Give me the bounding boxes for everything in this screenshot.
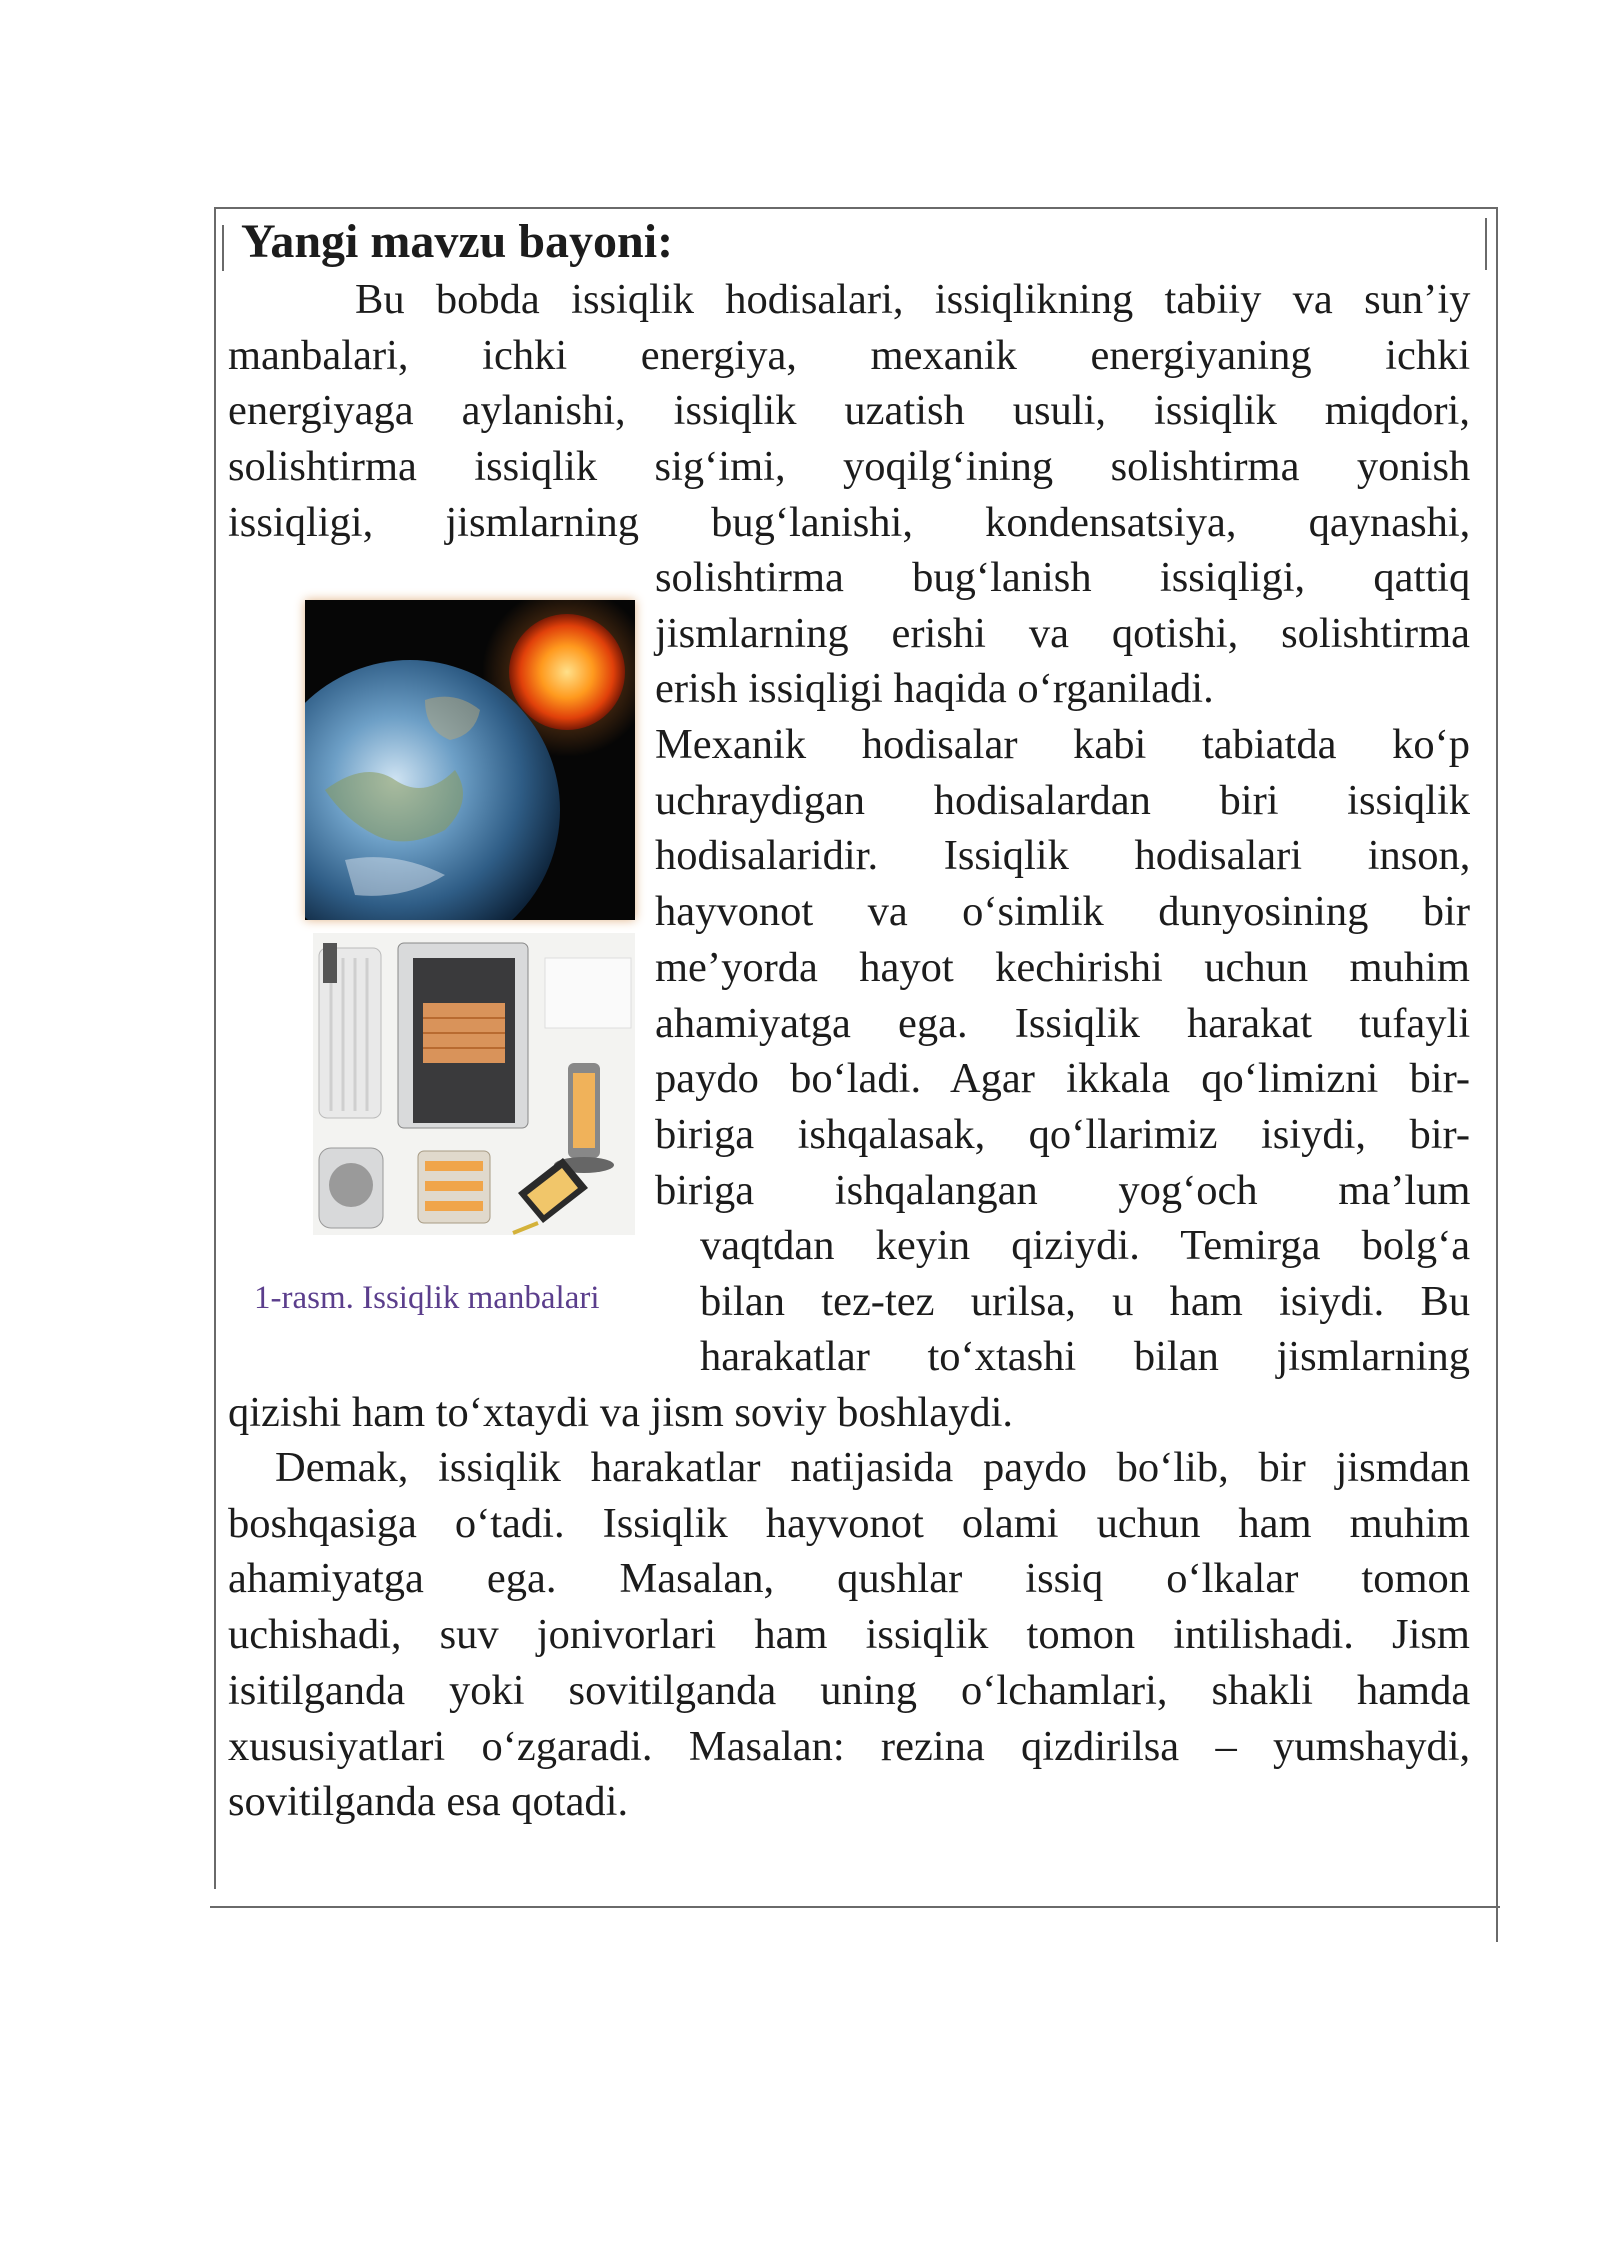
heaters-image [313, 933, 635, 1235]
text-line: qizishi ham to‘xtaydi va jism soviy boshlaydi. [228, 1389, 1014, 1436]
text-line: Bu bobda issiqlik hodisalari, issiqlikning tabiiy va sun’iy [355, 276, 1471, 323]
text-line: Demak, issiqlik harakatlar natijasida paydo bo‘lib, bir jismdan [275, 1444, 1471, 1491]
figure-caption: 1-rasm. Issiqlik manbalari [254, 1280, 600, 1316]
text-line: bilan tez-tez urilsa, u ham isiydi. Bu [700, 1277, 1471, 1325]
text-line: isitilganda yoki sovitilganda uning o‘lchamlari, shakli hamda [228, 1666, 1471, 1714]
paragraph-2-wrap-b [700, 1218, 1470, 1385]
text-line: erish issiqligi haqida o‘rganiladi. [655, 665, 1214, 713]
text-line: Mexanik hodisalar kabi tabiatda ko‘p [655, 721, 1470, 768]
frame-right-border [1496, 207, 1498, 1942]
section-heading: Yangi mavzu bayoni: [241, 215, 674, 268]
heading-left-tick [222, 225, 224, 271]
text-line: hayvonot va o‘simlik dunyosining bir [655, 888, 1470, 936]
text-line: xususiyatlari o‘zgaradi. Masalan: rezina qizdirilsa – yumshaydi, [228, 1722, 1471, 1770]
text-line: ahamiyatga ega. Issiqlik harakat tufayli [655, 999, 1471, 1047]
text-line: hodisalaridir. Issiqlik hodisalari inson, [655, 832, 1471, 880]
text-line: jismlarning erishi va qotishi, solishtirma [655, 609, 1470, 657]
heat-sources-figure [305, 600, 635, 1240]
text-line: biriga ishqalangan yog‘och ma’lum [655, 1166, 1471, 1214]
text-line: paydo bo‘ladi. Agar ikkala qo‘limizni bir- [655, 1055, 1471, 1103]
text-line: sovitilganda esa qotadi. [228, 1778, 629, 1826]
text-line: solishtirma bug‘lanish issiqligi, qattiq [655, 554, 1471, 601]
frame-bottom-border [210, 1906, 1500, 1908]
text-line: issiqligi, jismlarning bug‘lanishi, kondensatsiya, qaynashi, [228, 498, 1471, 546]
frame-left-border [214, 207, 216, 1889]
text-line: uchishadi, suv jonivorlari ham issiqlik tomon intilishadi. Jism [228, 1611, 1470, 1659]
text-line: harakatlar to‘xtashi bilan jismlarning [700, 1333, 1471, 1381]
text-line: vaqtdan keyin qiziydi. Temirga bolg‘a [700, 1222, 1471, 1269]
text-line: energiyaga aylanishi, issiqlik uzatish usuli, issiqlik miqdori, [228, 387, 1470, 435]
text-line: manbalari, ichki energiya, mexanik energiyaning ichki [228, 331, 1471, 379]
text-line: ahamiyatga ega. Masalan, qushlar issiq o‘lkalar tomon [228, 1555, 1470, 1603]
text-line: solishtirma issiqlik sig‘imi, yoqilg‘ining solishtirma yonish [228, 443, 1471, 491]
paragraph-3 [228, 1440, 1470, 1830]
text-line: me’yorda hayot kechirishi uchun muhim [655, 943, 1470, 991]
paragraph-2-end [228, 1385, 1470, 1441]
paragraph-1-top [228, 272, 1470, 551]
heading-right-tick [1485, 218, 1487, 270]
text-line: biriga ishqalasak, qo‘llarimiz isiydi, bir- [655, 1110, 1470, 1158]
earth-and-sun-image [305, 600, 635, 920]
paragraph-1-wrap [655, 550, 1470, 717]
text-line: uchraydigan hodisalardan biri issiqlik [655, 776, 1470, 824]
text-line: boshqasiga o‘tadi. Issiqlik hayvonot olami uchun ham muhim [228, 1499, 1470, 1547]
frame-top-border [214, 207, 1498, 209]
paragraph-2-wrap [655, 717, 1470, 1218]
